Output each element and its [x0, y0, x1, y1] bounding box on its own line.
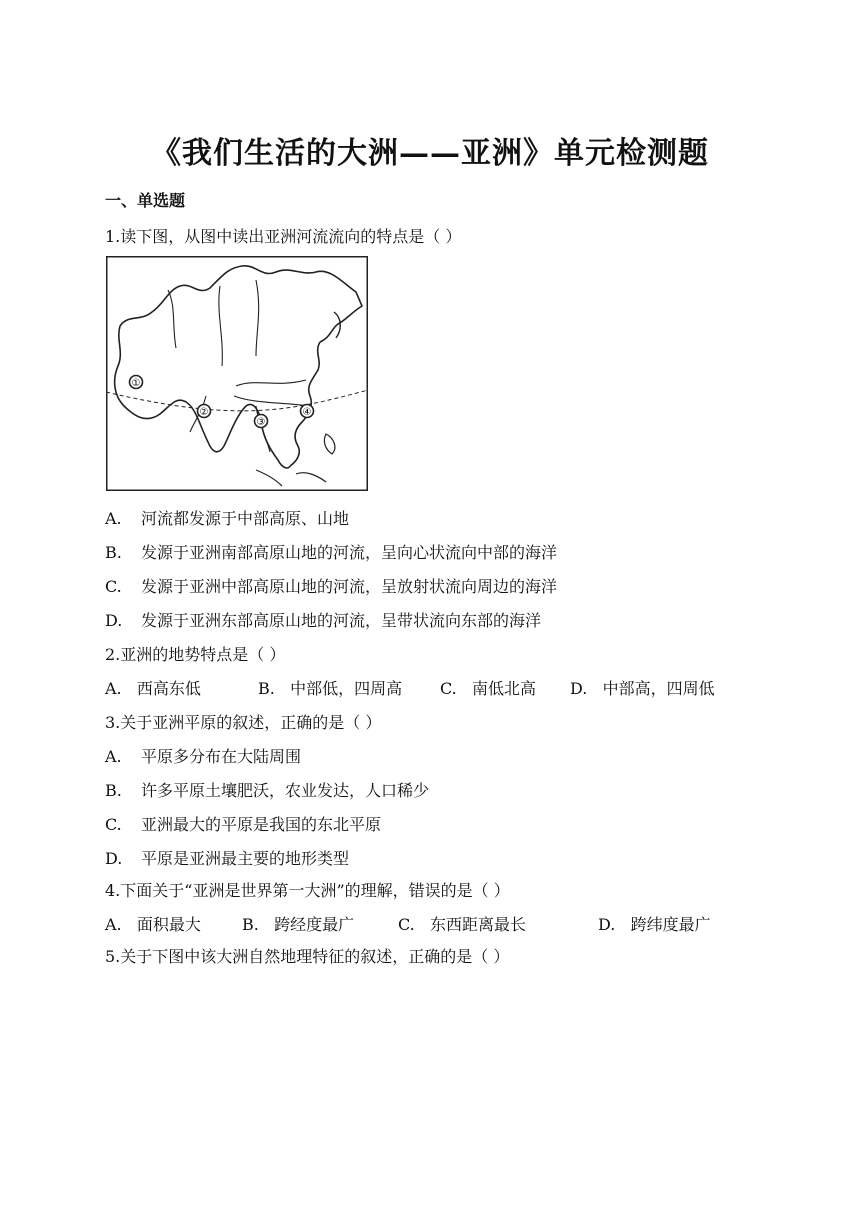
q3-option-c[interactable]: C. 亚洲最大的平原是我国的东北平原	[105, 815, 382, 834]
q1-option-a[interactable]: A. 河流都发源于中部高原、山地	[105, 509, 350, 528]
asia-rivers-map	[106, 256, 368, 491]
map-marker-1	[130, 376, 143, 390]
map-marker-3	[255, 415, 268, 429]
q1-option-b[interactable]: B. 发源于亚洲南部高原山地的河流，呈向心状流向中部的海洋	[105, 543, 558, 562]
question-5-stem: 5.关于下图中该大洲自然地理特征的叙述，正确的是（ ）	[105, 947, 510, 966]
q2-option-a[interactable]: A. 西高东低	[105, 679, 201, 698]
q4-option-c[interactable]: C. 东西距离最长	[398, 915, 527, 934]
question-4-stem: 4.下面关于“亚洲是世界第一大洲”的理解，错误的是（ ）	[105, 881, 510, 900]
section-heading: 一、单选题	[105, 191, 186, 210]
q1-option-c[interactable]: C. 发源于亚洲中部高原山地的河流，呈放射状流向周边的海洋	[105, 577, 558, 596]
q2-option-c[interactable]: C. 南低北高	[440, 679, 537, 698]
q2-option-b[interactable]: B. 中部低，四周高	[258, 679, 403, 698]
svg-text:③: ③	[256, 417, 266, 428]
question-3-stem: 3.关于亚洲平原的叙述，正确的是（ ）	[105, 713, 382, 732]
q4-option-a[interactable]: A. 面积最大	[105, 915, 201, 934]
q4-option-b[interactable]: B. 跨经度最广	[242, 915, 355, 934]
question-1-stem: 1.读下图，从图中读出亚洲河流流向的特点是（ ）	[105, 227, 462, 246]
svg-text:②: ②	[199, 407, 209, 418]
map-marker-2	[198, 405, 211, 419]
question-2-stem: 2.亚洲的地势特点是（ ）	[105, 645, 286, 664]
map-marker-4	[301, 405, 314, 419]
page-title: 《我们生活的大洲——亚洲》单元检测题	[151, 136, 709, 171]
q2-option-d[interactable]: D. 中部高，四周低	[570, 679, 715, 698]
q3-option-d[interactable]: D. 平原是亚洲最主要的地形类型	[105, 849, 350, 868]
svg-text:④: ④	[302, 407, 312, 418]
q3-option-a[interactable]: A. 平原多分布在大陆周围	[105, 747, 302, 766]
svg-text:①: ①	[131, 378, 141, 389]
q4-option-d[interactable]: D. 跨纬度最广	[598, 915, 711, 934]
q3-option-b[interactable]: B. 许多平原土壤肥沃，农业发达，人口稀少	[105, 781, 430, 800]
q1-option-d[interactable]: D. 发源于亚洲东部高原山地的河流，呈带状流向东部的海洋	[105, 611, 542, 630]
